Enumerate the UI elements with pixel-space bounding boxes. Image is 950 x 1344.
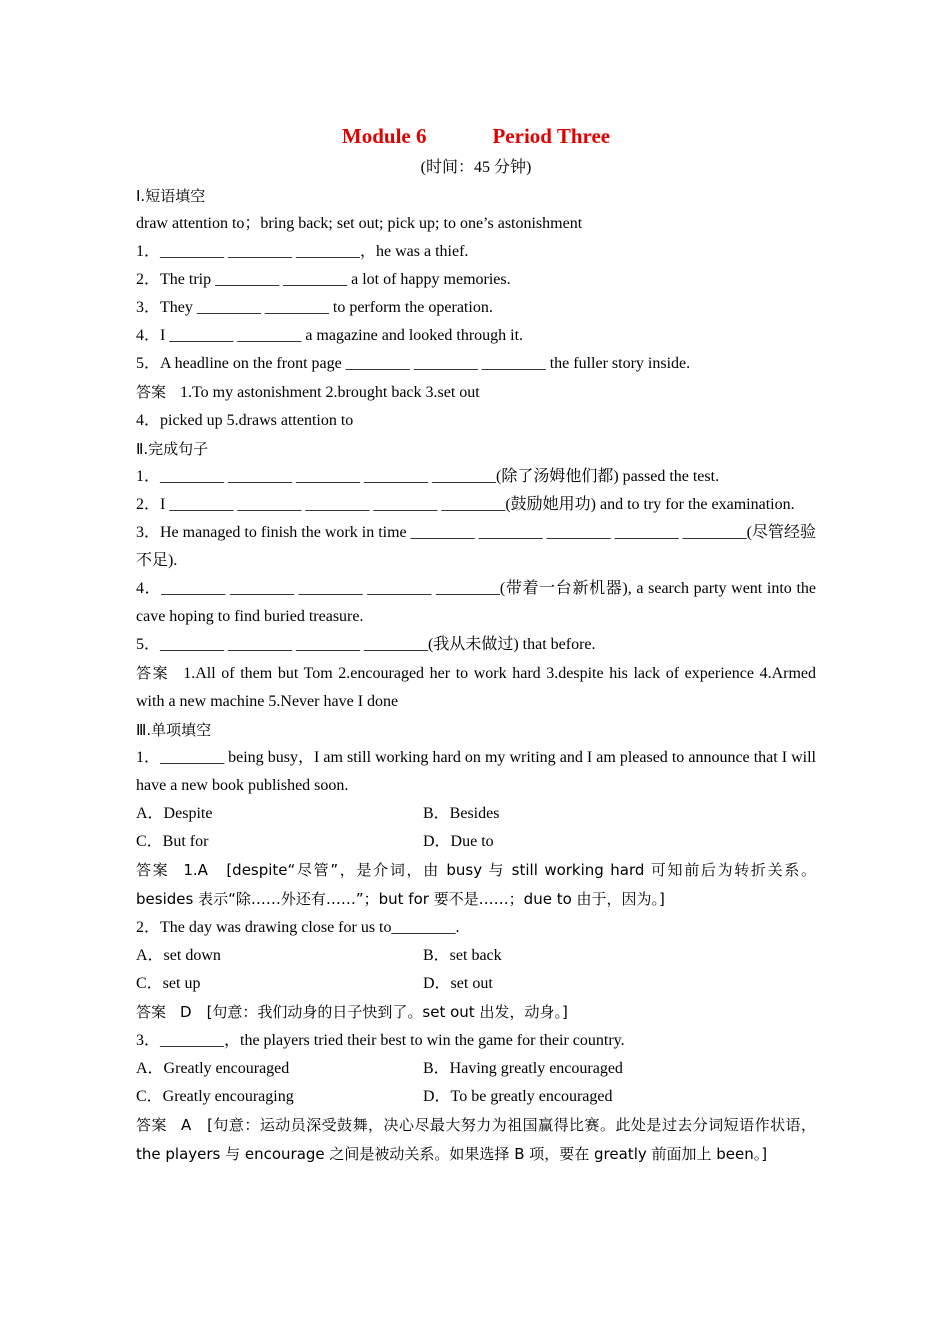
s2-item-2: 2．I ________ ________ ________ ________ ________(鼓励她用功) and to try for the examination. [136,496,795,513]
module-title: Module 6 [341,124,427,148]
q3-answer [136,1111,816,1169]
q2-option-c: C．set up [136,975,201,992]
s2-answer [136,659,816,716]
time-limit: (时间：45 分钟) [420,159,532,176]
s1-item-3: 3．They ________ ________ to perform the operation. [136,299,493,316]
q1-options-row-2 [136,828,816,856]
s1-item-1: 1．________ ________ ________，he was a thief. [136,243,469,260]
answer-label: 答案 [136,1003,167,1021]
phrase-bank: draw attention to；bring back; set out; pick up; to one’s astonishment [136,215,583,232]
section-1-heading: Ⅰ.短语填空 [136,187,206,205]
answer-label: 答案 [136,664,170,682]
q3-options-row-1 [136,1055,816,1083]
q2-options-row-2 [136,970,816,998]
q1-answer [136,856,816,914]
q1-stem: 1．________ being busy，I am still working hard on my writing and I am pleased to announce that I will have a new book published soon. [136,749,816,794]
s1-item-2: 2．The trip ________ ________ a lot of happy memories. [136,271,511,288]
q1-options-row-1 [136,800,816,828]
q1-option-c: C．But for [136,833,209,850]
q3-option-a: A．Greatly encouraged [136,1060,290,1077]
q1-answer-text: 1.A [despite“尽管”，是介词，由 busy 与 still working hard 可知前后为转折关系。besides 表示“除……外还有……”；but for 要不是……；due to 由于，因为。] [136,861,816,908]
section-3-heading: Ⅲ.单项填空 [136,721,212,739]
q1-option-b: B．Besides [423,805,500,822]
s2-answer-text: 1.All of them but Tom 2.encouraged her to work hard 3.despite his lack of experience 4.Armed with a new machine 5.Never have I done [136,665,816,710]
q3-stem: 3．________，the players tried their best to win the game for their country. [136,1032,625,1049]
document-page [136,118,816,1169]
section-2-heading: Ⅱ.完成句子 [136,440,209,458]
q2-option-b: B．set back [423,947,502,964]
s1-item-5: 5．A headline on the front page ________ ________ ________ the fuller story inside. [136,355,691,372]
q3-option-b: B．Having greatly encouraged [423,1060,623,1077]
answer-label: 答案 [136,383,167,401]
q1-option-a: A．Despite [136,805,213,822]
q3-option-d: D．To be greatly encouraged [423,1088,613,1105]
answer-label: 答案 [136,1116,167,1134]
s1-answer-text-1: 1.To my astonishment 2.brought back 3.set out [180,384,480,401]
s2-item-3: 3．He managed to finish the work in time ________ ________ ________ ________ ________(尽管经验不足). [136,524,816,569]
s1-item-4: 4．I ________ ________ a magazine and looked through it. [136,327,524,344]
s2-item-4: 4．________ ________ ________ ________ ________(带着一台新机器), a search party went into the cave hoping to find buried treasure. [136,580,816,625]
q3-answer-text: A [句意：运动员深受鼓舞，决心尽最大努力为祖国赢得比赛。此处是过去分词短语作状语，the players 与 encourage 之间是被动关系。如果选择 B 项，要在 greatly 前面加上 been。] [136,1116,816,1163]
period-title: Period Three [492,124,611,148]
s1-answer [136,378,816,407]
s1-answer-text-2: 4．picked up 5.draws attention to [136,412,354,429]
q3-options-row-2 [136,1083,816,1111]
q2-options-row-1 [136,942,816,970]
q2-answer-text: D [句意：我们动身的日子快到了。set out 出发，动身。] [180,1003,568,1021]
q2-option-a: A．set down [136,947,221,964]
s2-item-5: 5．________ ________ ________ ________(我从未做过) that before. [136,636,596,653]
answer-label: 答案 [136,861,170,879]
q2-option-d: D．set out [423,975,493,992]
q2-stem: 2．The day was drawing close for us to________. [136,919,460,936]
q2-answer [136,998,816,1027]
q3-option-c: C．Greatly encouraging [136,1088,294,1105]
document-title [136,118,816,154]
q1-option-d: D．Due to [423,833,494,850]
s2-item-1: 1．________ ________ ________ ________ ________(除了汤姆他们都) passed the test. [136,468,720,485]
